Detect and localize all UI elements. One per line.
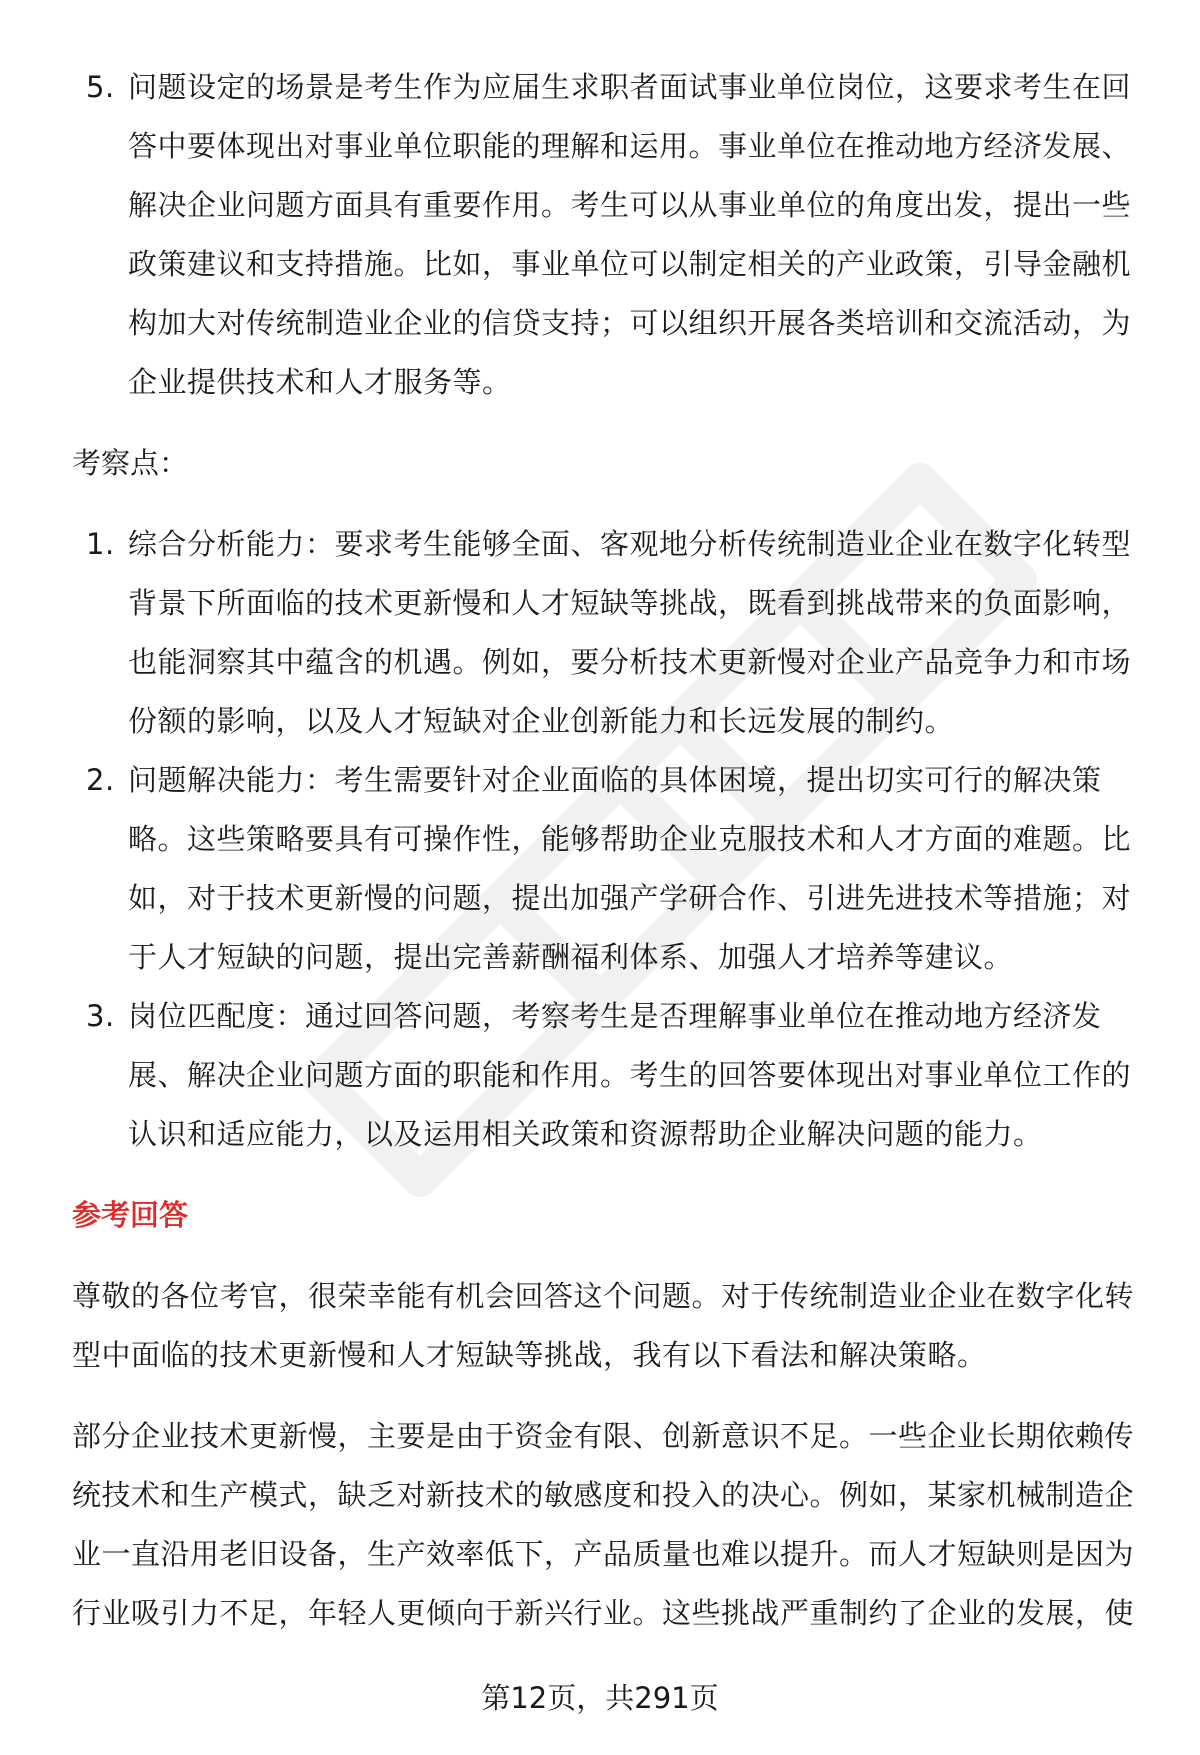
examine-item-3: [72, 987, 1142, 1164]
list-number: 5.: [86, 70, 115, 104]
list-number: 2.: [86, 763, 115, 797]
list-text: 岗位匹配度：通过回答问题，考察考生是否理解事业单位在推动地方经济发展、解决企业问题方面的职能和作用。考生的回答要体现出对事业单位工作的认识和适应能力，以及运用相关政策和资源帮助企业解决问题的能力。: [128, 999, 1132, 1151]
list-item-5: [72, 58, 1142, 412]
list-number: 3.: [86, 999, 115, 1033]
reference-answer-heading: 参考回答: [72, 1198, 189, 1232]
list-text: 问题解决能力：考生需要针对企业面临的具体困境，提出切实可行的解决策略。这些策略要具有可操作性，能够帮助企业克服技术和人才方面的难题。比如，对于技术更新慢的问题，提出加强产学研合作、引进先进技术等措施；对于人才短缺的问题，提出完善薪酬福利体系、加强人才培养等建议。: [128, 763, 1132, 974]
list-text: 综合分析能力：要求考生能够全面、客观地分析传统制造业企业在数字化转型背景下所面临的技术更新慢和人才短缺等挑战，既看到挑战带来的负面影响，也能洞察其中蕴含的机遇。例如，要分析技术更新慢对企业产品竞争力和市场份额的影响，以及人才短缺对企业创新能力和长远发展的制约。: [128, 527, 1132, 738]
list-text: 问题设定的场景是考生作为应届生求职者面试事业单位岗位，这要求考生在回答中要体现出对事业单位职能的理解和运用。事业单位在推动地方经济发展、解决企业问题方面具有重要作用。考生可以从事业单位的角度出发，提出一些政策建议和支持措施。比如，事业单位可以制定相关的产业政策，引导金融机构加大对传统制造业企业的信贷支持；可以组织开展各类培训和交流活动，为企业提供技术和人才服务等。: [128, 70, 1132, 399]
examine-item-1: [72, 515, 1142, 751]
examine-heading: 考察点：: [72, 446, 189, 480]
list-number: 1.: [86, 527, 115, 561]
answer-paragraph: 尊敬的各位考官，很荣幸能有机会回答这个问题。对于传统制造业企业在数字化转型中面临的技术更新慢和人才短缺等挑战，我有以下看法和解决策略。: [72, 1279, 1135, 1372]
content-area: [72, 58, 1142, 1643]
answer-paragraph: 部分企业技术更新慢，主要是由于资金有限、创新意识不足。一些企业长期依赖传统技术和生产模式，缺乏对新技术的敏感度和投入的决心。例如，某家机械制造企业一直沿用老旧设备，生产效率低下，产品质量也难以提升。而人才短缺则是因为行业吸引力不足，年轻人更倾向于新兴行业。这些挑战严重制约了企业的发展，使: [72, 1419, 1135, 1630]
page-number: 第12页，共291页: [481, 1681, 719, 1715]
examine-item-2: [72, 751, 1142, 987]
